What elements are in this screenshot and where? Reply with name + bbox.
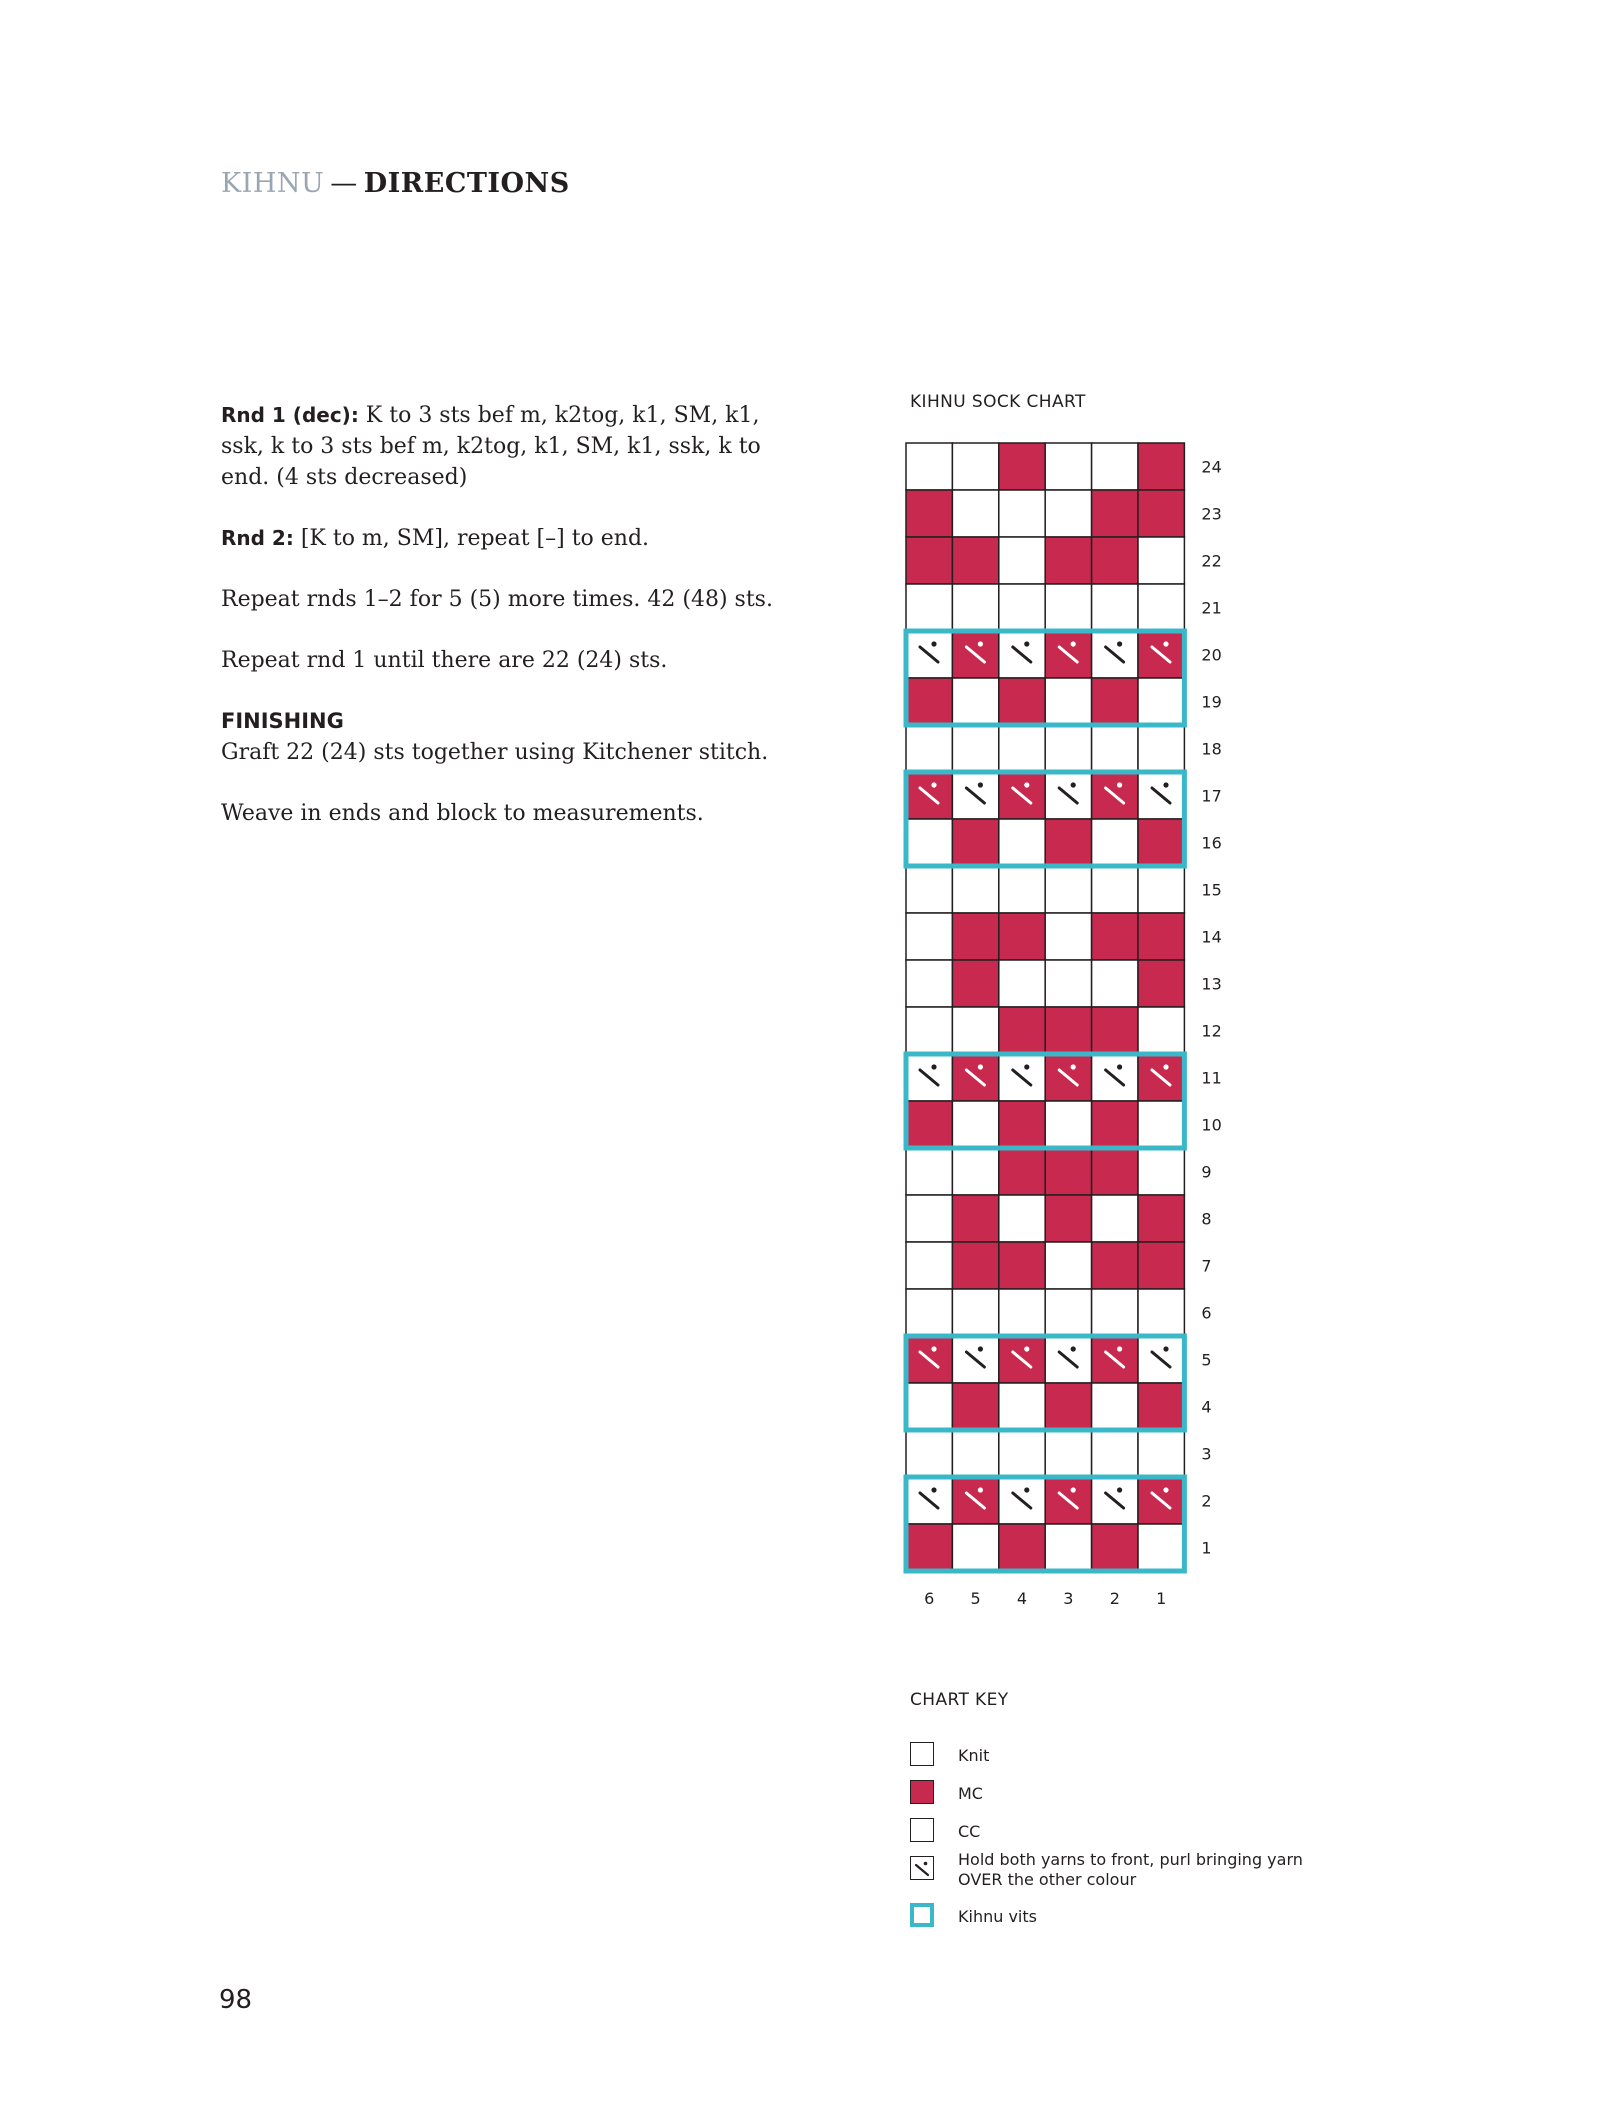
rnd1-text: K to 3 sts bef m, k2tog, k1, SM, k1, ssk, k to 3 sts bef m, k2tog, k1, SM, k1, ssk, k to end. (4 sts decreased)	[221, 403, 761, 490]
chart-cell	[999, 1101, 1045, 1148]
graft-paragraph: Graft 22 (24) sts together using Kitchener stitch.	[221, 740, 769, 765]
chart-cell	[952, 1007, 998, 1054]
chart-cell	[906, 725, 952, 772]
rnd2-paragraph	[221, 523, 781, 554]
chart-cell	[999, 1195, 1045, 1242]
chart-cell	[1138, 584, 1184, 631]
key-item-knit	[910, 1742, 1330, 1769]
key-item-cc	[910, 1818, 1330, 1845]
row-number: 16	[1201, 833, 1222, 853]
purl-dot	[1163, 641, 1168, 646]
key-item-purl	[910, 1850, 1330, 1892]
rnd1-paragraph	[221, 400, 781, 493]
rnd2-text: [K to m, SM], repeat [–] to end.	[293, 526, 650, 551]
purl-dot	[1163, 1346, 1168, 1351]
purl-dot	[931, 1064, 936, 1069]
chart-cell	[1045, 866, 1091, 913]
row-number: 13	[1201, 974, 1222, 994]
chart-cell	[952, 960, 998, 1007]
chart-cell	[1045, 960, 1091, 1007]
row-number: 4	[1201, 1397, 1212, 1417]
chart-cell	[1045, 725, 1091, 772]
chart-cell	[1045, 490, 1091, 537]
chart-cell	[1138, 1242, 1184, 1289]
chart-cell	[1092, 1524, 1138, 1571]
chart-cell	[952, 490, 998, 537]
chart-cell	[1138, 866, 1184, 913]
chart-cell	[1138, 1524, 1184, 1571]
rnd1-label: Rnd 1 (dec):	[221, 403, 359, 427]
purl-dot	[1024, 1346, 1029, 1351]
chart-cell	[906, 1007, 952, 1054]
chart-cell	[906, 1242, 952, 1289]
chart-cell	[906, 1383, 952, 1430]
weave-paragraph: Weave in ends and block to measurements.	[221, 801, 704, 826]
chart-cell	[1092, 1101, 1138, 1148]
chart-cell	[906, 1430, 952, 1477]
chart-cell	[1045, 1101, 1091, 1148]
chart-cell	[952, 1242, 998, 1289]
purl-dot	[931, 782, 936, 787]
chart-cell	[1092, 678, 1138, 725]
chart-cell	[1045, 1430, 1091, 1477]
purl-dot	[1024, 782, 1029, 787]
chart-cell	[999, 1524, 1045, 1571]
chart-cell	[1045, 1524, 1091, 1571]
chart-cell	[906, 1195, 952, 1242]
key-label-purl: Hold both yarns to front, purl bringing yarn OVER the other colour	[958, 1850, 1303, 1889]
chart-cell	[1138, 443, 1184, 490]
purl-dot	[931, 1487, 936, 1492]
chart-cell	[952, 1430, 998, 1477]
chart-cell	[999, 1383, 1045, 1430]
chart-cell	[952, 725, 998, 772]
chart-cell	[999, 913, 1045, 960]
chart-cell	[1092, 537, 1138, 584]
chart-cell	[1138, 1430, 1184, 1477]
rnd2-label: Rnd 2:	[221, 526, 294, 550]
row-number: 17	[1201, 786, 1222, 806]
chart-cell	[1092, 819, 1138, 866]
chart-cell	[1138, 819, 1184, 866]
purl-dot	[1117, 782, 1122, 787]
chart-cell	[1138, 960, 1184, 1007]
purl-dot	[931, 1346, 936, 1351]
chart-cell	[906, 1289, 952, 1336]
key-label-mc: MC	[958, 1784, 983, 1803]
chart-cell	[906, 866, 952, 913]
chart-cell	[999, 725, 1045, 772]
chart-cell	[999, 1007, 1045, 1054]
column-number: 4	[1016, 1589, 1028, 1608]
purl-dot	[1071, 1064, 1076, 1069]
column-number: 3	[1063, 1589, 1074, 1608]
chart-cell	[906, 913, 952, 960]
chart-cell	[952, 1524, 998, 1571]
chart-cell	[1045, 913, 1091, 960]
chart-cell	[952, 443, 998, 490]
chart-cell	[1045, 1148, 1091, 1195]
chart-key-title: CHART KEY	[910, 1690, 1009, 1710]
chart-cell	[999, 490, 1045, 537]
chart-cell	[999, 1242, 1045, 1289]
chart-cell	[1045, 537, 1091, 584]
chart-cell	[1092, 913, 1138, 960]
chart-cell	[999, 537, 1045, 584]
chart-cell	[1092, 1242, 1138, 1289]
chart-cell	[999, 866, 1045, 913]
chart-cell	[1045, 1289, 1091, 1336]
chart-cell	[906, 1524, 952, 1571]
chart-cell	[1045, 1195, 1091, 1242]
purl-dot	[1163, 1487, 1168, 1492]
chart-cell	[999, 678, 1045, 725]
chart-cell	[1092, 1195, 1138, 1242]
chart-cell	[1138, 1148, 1184, 1195]
chart-cell	[952, 537, 998, 584]
chart-cell	[1045, 678, 1091, 725]
row-number: 22	[1201, 551, 1222, 571]
chart-cell	[1138, 913, 1184, 960]
chart-cell	[1092, 584, 1138, 631]
directions-text	[221, 400, 781, 859]
row-number: 19	[1201, 692, 1222, 712]
chart-cell	[1045, 1007, 1091, 1054]
chart-cell	[906, 678, 952, 725]
chart-cell	[1138, 490, 1184, 537]
chart-cell	[906, 490, 952, 537]
chart-title: KIHNU SOCK CHART	[910, 392, 1086, 412]
row-number: 21	[1201, 598, 1222, 618]
row-number: 20	[1201, 645, 1222, 665]
column-number: 2	[1109, 1589, 1120, 1608]
purl-dot	[1071, 1487, 1076, 1492]
chart-cell	[1138, 1289, 1184, 1336]
purl-dot	[1071, 782, 1076, 787]
chart-cell	[1092, 1430, 1138, 1477]
cc-square-icon	[910, 1818, 934, 1842]
purl-dot	[1117, 641, 1122, 646]
chart-cell	[1045, 1383, 1091, 1430]
chart-cell	[1045, 584, 1091, 631]
chart-cell	[952, 866, 998, 913]
row-number: 1	[1201, 1538, 1212, 1558]
purl-dot	[978, 1064, 983, 1069]
chart-cell	[952, 1195, 998, 1242]
chart-cell	[952, 1383, 998, 1430]
section-title: DIRECTIONS	[363, 168, 570, 199]
chart-cell	[1092, 960, 1138, 1007]
chart-cell	[1092, 490, 1138, 537]
page-number: 98	[219, 1985, 253, 2015]
chart-cell	[1092, 1289, 1138, 1336]
chart-cell	[1092, 866, 1138, 913]
purl-dot	[1024, 1487, 1029, 1492]
chart-cell	[999, 1148, 1045, 1195]
purl-dot	[1024, 641, 1029, 646]
chart-cell	[1092, 1148, 1138, 1195]
chart-cell	[952, 584, 998, 631]
chart-cell	[952, 1101, 998, 1148]
chart-key	[910, 1742, 1330, 1941]
chart-cell	[906, 960, 952, 1007]
repeat-rnd1-paragraph: Repeat rnd 1 until there are 22 (24) sts.	[221, 648, 668, 673]
purl-dot	[978, 641, 983, 646]
column-number: 5	[970, 1589, 981, 1608]
row-number: 3	[1201, 1444, 1212, 1464]
purl-dot	[1071, 641, 1076, 646]
row-number: 10	[1201, 1115, 1222, 1135]
column-number: 1	[1156, 1589, 1167, 1608]
row-number: 7	[1201, 1256, 1212, 1276]
kihnu-vits-square-icon	[910, 1903, 934, 1927]
chart-cell	[999, 443, 1045, 490]
key-label-knit: Knit	[958, 1746, 990, 1765]
row-number: 8	[1201, 1209, 1212, 1229]
chart-cell	[906, 537, 952, 584]
chart-cell	[906, 1101, 952, 1148]
chart-cell	[1092, 1007, 1138, 1054]
chart-cell	[1092, 725, 1138, 772]
purl-dot	[1071, 1346, 1076, 1351]
purl-symbol-icon	[910, 1856, 934, 1880]
finishing-heading: FINISHING	[221, 709, 344, 733]
row-number: 12	[1201, 1021, 1222, 1041]
chart-cell	[999, 1430, 1045, 1477]
key-label-vits: Kihnu vits	[958, 1907, 1037, 1926]
row-number: 23	[1201, 504, 1222, 524]
purl-dot	[978, 782, 983, 787]
pattern-name: KIHNU	[221, 168, 325, 199]
row-number: 2	[1201, 1491, 1212, 1511]
chart-cell	[1092, 1383, 1138, 1430]
purl-dot	[1117, 1064, 1122, 1069]
column-number: 6	[924, 1589, 935, 1608]
row-number: 15	[1201, 880, 1222, 900]
chart-cell	[1138, 1383, 1184, 1430]
key-item-vits	[910, 1903, 1330, 1930]
chart-cell	[952, 913, 998, 960]
row-number: 5	[1201, 1350, 1212, 1370]
chart-cell	[1138, 725, 1184, 772]
row-number: 24	[1201, 457, 1222, 477]
chart-cell	[1045, 819, 1091, 866]
purl-dot	[931, 641, 936, 646]
purl-dot	[978, 1346, 983, 1351]
chart-cell	[1138, 678, 1184, 725]
chart-cell	[952, 1289, 998, 1336]
chart-cell	[1045, 443, 1091, 490]
purl-dot	[1117, 1487, 1122, 1492]
chart-cell	[1138, 1195, 1184, 1242]
chart-cell	[999, 584, 1045, 631]
chart-cell	[1092, 443, 1138, 490]
row-number: 9	[1201, 1162, 1212, 1182]
chart-cell	[906, 819, 952, 866]
chart-cell	[1138, 1101, 1184, 1148]
knit-square-icon	[910, 1742, 934, 1766]
chart-cell	[906, 443, 952, 490]
chart-cell	[999, 1289, 1045, 1336]
row-number: 14	[1201, 927, 1222, 947]
chart-cell	[1138, 537, 1184, 584]
mc-square-icon	[910, 1780, 934, 1804]
header-dash: —	[330, 168, 358, 199]
chart-cell	[999, 960, 1045, 1007]
purl-dot	[1024, 1064, 1029, 1069]
repeat-rounds-paragraph: Repeat rnds 1–2 for 5 (5) more times. 42 (48) sts.	[221, 587, 773, 612]
chart-cell	[952, 678, 998, 725]
purl-dot	[1117, 1346, 1122, 1351]
purl-dot	[1163, 1064, 1168, 1069]
row-number: 6	[1201, 1303, 1212, 1323]
row-number: 11	[1201, 1068, 1222, 1088]
chart-cell	[952, 819, 998, 866]
chart-cell	[906, 1148, 952, 1195]
chart-cell	[906, 584, 952, 631]
chart-cell	[1138, 1007, 1184, 1054]
purl-dot	[1163, 782, 1168, 787]
key-label-cc: CC	[958, 1822, 981, 1841]
chart-cell	[1045, 1242, 1091, 1289]
row-number: 18	[1201, 739, 1222, 759]
key-item-mc	[910, 1780, 1330, 1807]
chart-cell	[952, 1148, 998, 1195]
page-header	[221, 168, 570, 199]
purl-dot	[978, 1487, 983, 1492]
chart-cell	[999, 819, 1045, 866]
